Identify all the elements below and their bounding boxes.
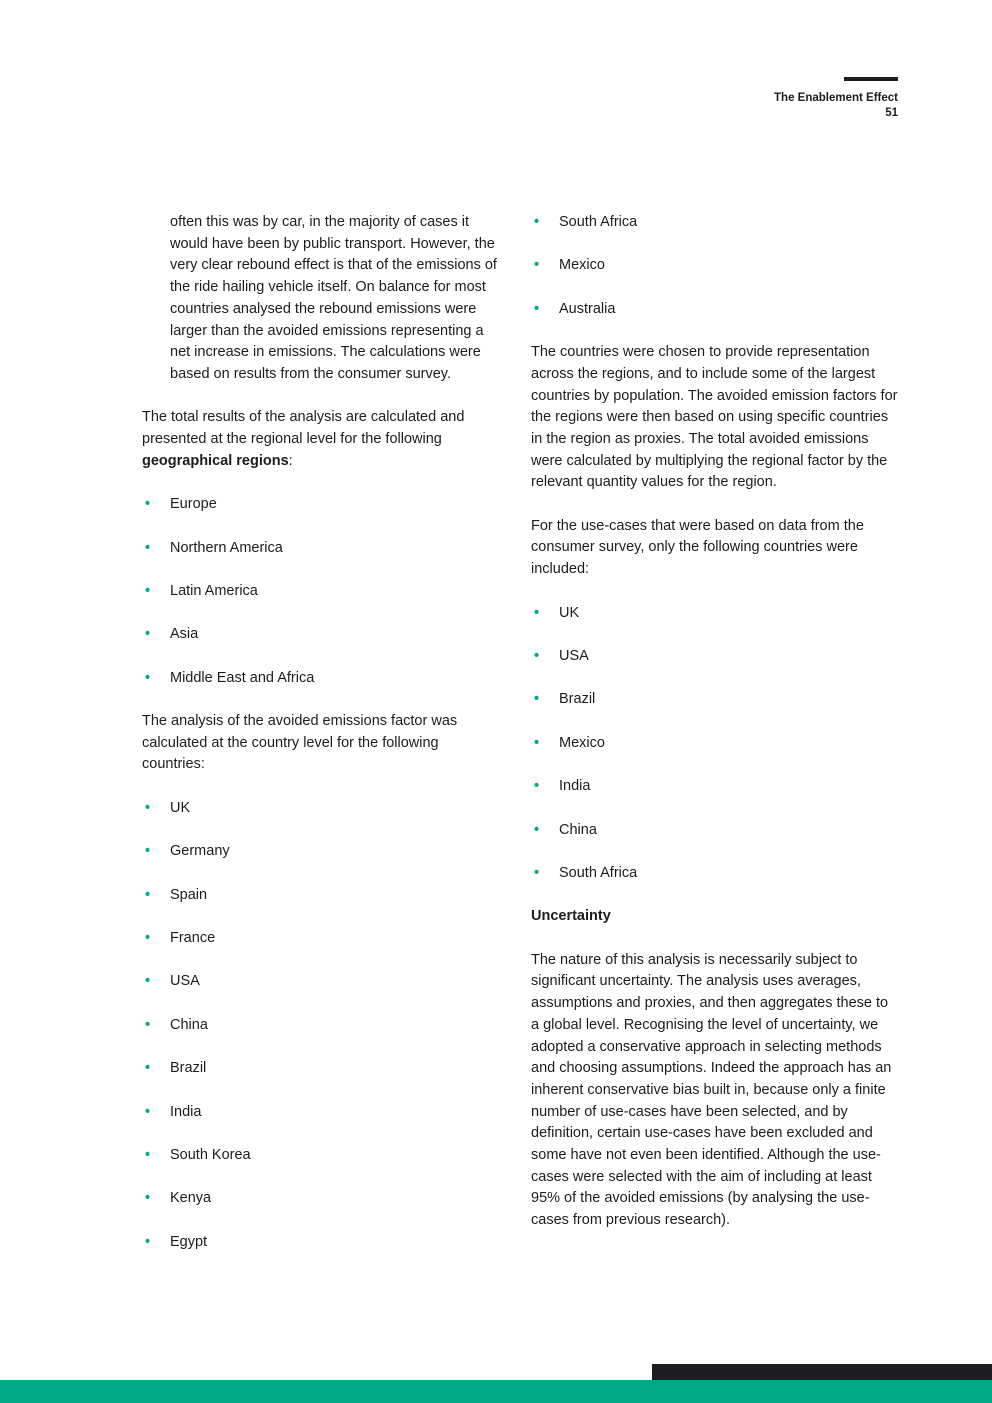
bullet-icon: • — [534, 778, 540, 795]
list-item-label: Germany — [170, 843, 230, 860]
list-item — [531, 212, 899, 234]
regions-list — [142, 494, 498, 689]
list-item — [531, 820, 899, 842]
list-item — [531, 689, 899, 711]
list-item-label: Mexico — [559, 734, 605, 751]
bullet-icon: • — [534, 734, 540, 751]
list-item — [142, 538, 498, 560]
bullet-icon: • — [534, 647, 540, 664]
bullet-icon: • — [145, 496, 151, 513]
survey-countries-list — [531, 603, 899, 885]
bullet-icon: • — [145, 1190, 151, 1207]
list-item — [142, 798, 498, 820]
list-item — [531, 646, 899, 668]
list-item-label: Brazil — [170, 1060, 207, 1077]
regions-intro-end: : — [288, 452, 293, 469]
list-item-label: UK — [559, 604, 580, 621]
list-item — [142, 1058, 498, 1080]
list-item — [142, 494, 498, 516]
bullet-icon: • — [145, 799, 151, 816]
bullet-icon: • — [534, 691, 540, 708]
list-item-label: India — [170, 1103, 202, 1120]
list-item-label: UK — [170, 799, 191, 816]
bullet-icon: • — [145, 1233, 151, 1250]
regions-intro-paragraph — [142, 407, 498, 472]
countries-intro-paragraph: The analysis of the avoided emissions factor was calculated at the country level for the following countries: — [142, 713, 458, 773]
bullet-icon: • — [145, 539, 151, 556]
countries-list — [142, 798, 498, 1254]
list-item — [531, 733, 899, 755]
list-item — [142, 1102, 498, 1124]
list-item — [531, 299, 899, 321]
list-item-label: Australia — [559, 300, 616, 317]
countries-rationale-paragraph: The countries were chosen to provide representation across the regions, and to include some of the largest countries by population. The avoided emission factors for the regions were then based on using specific countries in the region as proxies. The total avoided emissions were calculated by multiplying the regional factor by the relevant quantity values for the region. — [531, 344, 898, 491]
list-item — [531, 776, 899, 798]
list-item-label: USA — [170, 973, 200, 990]
bullet-icon: • — [145, 626, 151, 643]
footer-dark-bar — [652, 1364, 992, 1380]
bullet-icon: • — [145, 843, 151, 860]
list-item — [142, 581, 498, 603]
bullet-icon: • — [145, 1103, 151, 1120]
list-item — [531, 603, 899, 625]
list-item-label: Asia — [170, 626, 199, 643]
survey-intro-paragraph: For the use-cases that were based on data from the consumer survey, only the following countries were included: — [531, 517, 864, 578]
list-item — [142, 1188, 498, 1210]
bullet-icon: • — [534, 604, 540, 621]
regions-intro-bold: geographical regions — [142, 452, 289, 469]
list-item — [531, 255, 899, 277]
bullet-icon: • — [145, 886, 151, 903]
header-rule — [844, 77, 898, 81]
bullet-icon: • — [145, 1016, 151, 1033]
list-item-label: South Korea — [170, 1146, 251, 1163]
right-column — [531, 212, 899, 1254]
list-item-label: Egypt — [170, 1233, 208, 1250]
list-item — [142, 668, 498, 690]
list-item — [142, 841, 498, 863]
list-item-label: Brazil — [559, 691, 596, 708]
uncertainty-paragraph: The nature of this analysis is necessarily subject to significant uncertainty. The analysis uses averages, assumptions and proxies, and then aggregates these to a global level. Recognising the level of uncertainty, we adopted a conservative approach in selecting methods and choosing assumptions. Indeed the approach has an inherent conservative bias built in, because only a finite number of use-cases have been selected, and by definition, certain use-cases have been excluded and some have not even been identified. Although the use-cases were selected with the aim of including at least 95% of the avoided emissions (by analysing the use-cases from previous research). — [531, 951, 892, 1229]
list-item-label: USA — [559, 647, 589, 664]
list-item — [142, 971, 498, 993]
list-item — [142, 1015, 498, 1037]
list-item-label: Middle East and Africa — [170, 669, 315, 686]
left-column — [142, 212, 498, 1275]
list-item — [142, 624, 498, 646]
list-item-label: India — [559, 778, 591, 795]
bullet-icon: • — [534, 821, 540, 838]
page-number: 51 — [885, 107, 898, 119]
document-title: The Enablement Effect — [774, 92, 898, 104]
countries-continued-list — [531, 212, 899, 320]
bullet-icon: • — [145, 582, 151, 599]
list-item-label: China — [559, 821, 597, 838]
bullet-icon: • — [534, 864, 540, 881]
list-item-label: South Africa — [559, 864, 638, 881]
list-item — [531, 863, 899, 885]
bullet-icon: • — [145, 669, 151, 686]
list-item-label: France — [170, 930, 216, 947]
footer-accent-bar — [0, 1380, 992, 1403]
list-item-label: Latin America — [170, 582, 258, 599]
list-item-label: South Africa — [559, 214, 638, 230]
bullet-icon: • — [145, 1060, 151, 1077]
continued-paragraph: often this was by car, in the majority of cases it would have been by public transport. However, the very clear rebound effect is that of the emissions of the ride hailing vehicle itself. On balance for most countries analysed the rebound emissions were larger than the avoided emissions representing a net increase in emissions. The calculations were based on results from the consumer survey. — [170, 214, 497, 382]
bullet-icon: • — [145, 930, 151, 947]
list-item — [142, 928, 498, 950]
list-item — [142, 1232, 498, 1254]
list-item-label: China — [170, 1016, 208, 1033]
list-item-label: Mexico — [559, 257, 605, 274]
bullet-icon: • — [534, 214, 540, 230]
bullet-icon: • — [534, 257, 540, 274]
list-item — [142, 885, 498, 907]
list-item-label: Northern America — [170, 539, 283, 556]
bullet-icon: • — [145, 973, 151, 990]
list-item-label: Kenya — [170, 1190, 212, 1207]
uncertainty-heading: Uncertainty — [531, 908, 611, 925]
list-item-label: Spain — [170, 886, 208, 903]
bullet-icon: • — [534, 300, 540, 317]
list-item-label: Europe — [170, 496, 217, 513]
bullet-icon: • — [145, 1146, 151, 1163]
list-item — [142, 1145, 498, 1167]
regions-intro-text: The total results of the analysis are calculated and presented at the regional level for the following — [142, 409, 465, 448]
